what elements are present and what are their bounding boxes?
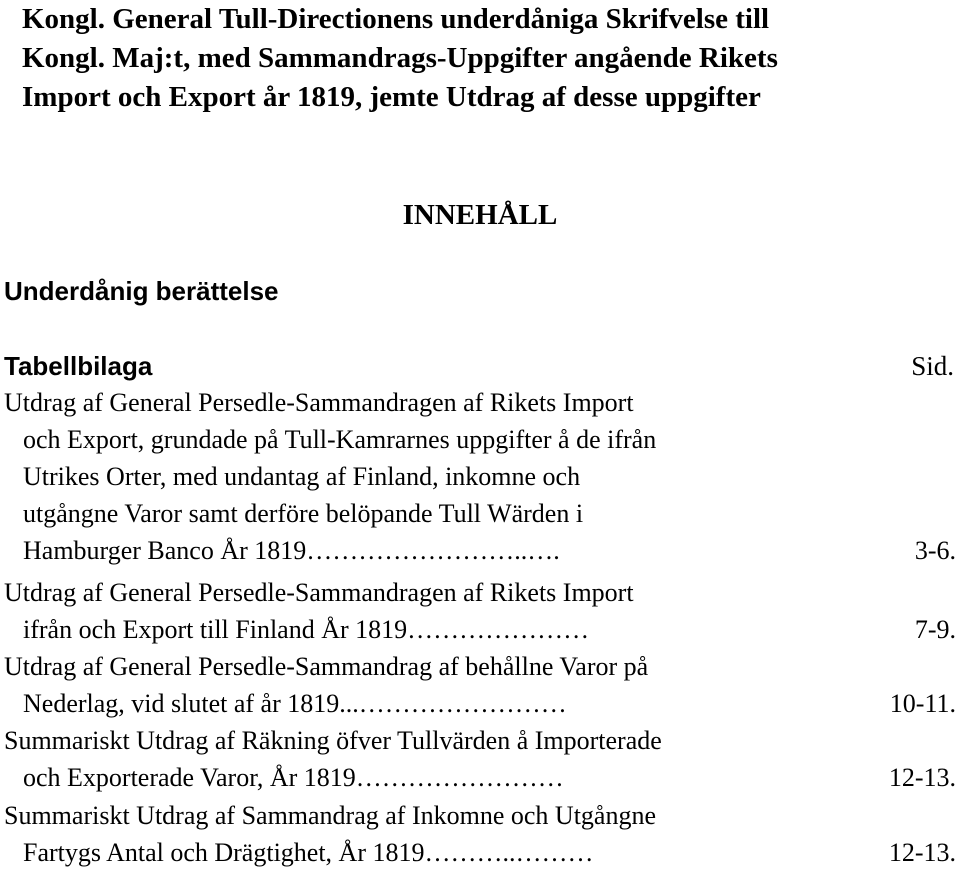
toc-entry-last-line	[4, 532, 956, 569]
toc-entry-pages: 3-6.	[914, 536, 956, 565]
toc-entry-line: utgångne Varor samt derföre belöpande Tull Wärden i	[23, 499, 584, 528]
toc-entry-line: Nederlag, vid slutet af år 1819...……………………	[23, 689, 567, 718]
toc-entry	[4, 574, 956, 648]
section-label-prefatory: Underdånig berättelse	[4, 276, 279, 306]
toc-entry	[4, 797, 956, 871]
section-label-appendix: Tabellbilaga	[4, 351, 153, 381]
toc-entry-line: Utdrag af General Persedle-Sammandragen af Rikets Import	[4, 388, 634, 417]
toc-entry-line: Utrikes Orter, med undantag af Finland, inkomne och	[23, 462, 581, 491]
toc-entry-line: Fartygs Antal och Drägtighet, År 1819………..………	[23, 838, 594, 867]
document-title	[22, 0, 952, 117]
toc-entry-last-line	[4, 834, 956, 871]
toc-entry-line: Hamburger Banco År 1819……………………..….	[23, 536, 560, 565]
toc-entry-line: Summariskt Utdrag af Sammandrag af Inkomne och Utgångne	[4, 801, 656, 830]
toc-entry-line: Summariskt Utdrag af Räkning öfver Tullvärden å Importerade	[4, 726, 662, 755]
toc-entry-line: och Exporterade Varor, År 1819……………………	[23, 763, 564, 792]
toc-entry-line: och Export, grundade på Tull-Kamrarnes uppgifter å de ifrån	[23, 425, 657, 454]
toc-entry-pages: 10-11.	[889, 689, 956, 718]
toc-entry-line: Utdrag af General Persedle-Sammandrag af behållne Varor på	[4, 652, 649, 681]
toc-entry-last-line	[4, 611, 956, 648]
title-line: Import och Export år 1819, jemte Utdrag af desse uppgifter	[22, 81, 761, 113]
toc-entry-line: Utdrag af General Persedle-Sammandragen af Rikets Import	[4, 578, 634, 607]
toc-entry-pages: 7-9.	[914, 615, 956, 644]
toc-entry-pages: 12-13.	[888, 763, 956, 792]
contents-heading: INNEHÅLL	[402, 199, 558, 231]
toc-entry-last-line	[4, 685, 956, 722]
toc-entry-line: ifrån och Export till Finland År 1819…………………	[23, 615, 590, 644]
toc-entry	[4, 722, 956, 796]
toc-entry-last-line	[4, 759, 956, 796]
toc-entry	[4, 384, 956, 569]
title-line: Kongl. Maj:t, med Sammandrags-Uppgifter angående Rikets	[22, 42, 778, 74]
toc-entry-pages: 12-13.	[888, 838, 956, 867]
toc-entry	[4, 648, 956, 722]
page-column-heading: Sid.	[911, 351, 954, 381]
title-line: Kongl. General Tull-Directionens underdåniga Skrifvelse till	[22, 3, 770, 35]
